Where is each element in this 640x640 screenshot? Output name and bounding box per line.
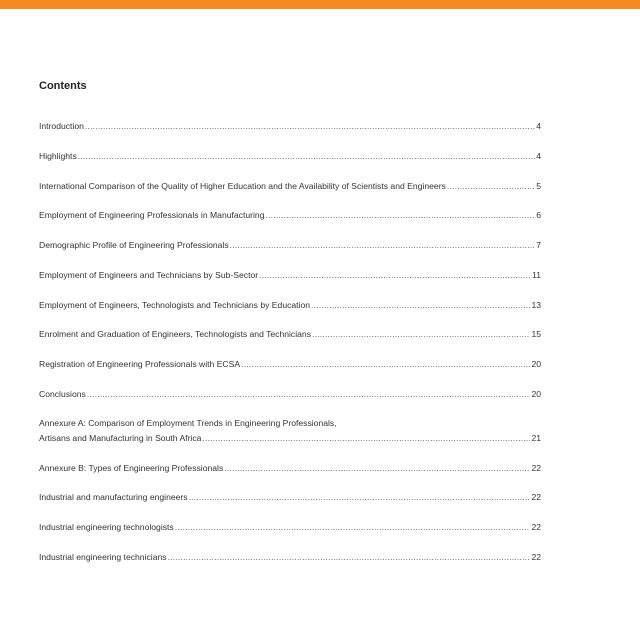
toc-entry-title: Registration of Engineering Professionals with ECSA (39, 359, 241, 369)
toc-page-number: 4 (536, 121, 541, 131)
toc-dot-leader (85, 119, 535, 133)
toc-page-number: 20 (531, 359, 541, 369)
toc-entry-title: Annexure B: Types of Engineering Professionals (39, 463, 224, 473)
toc-page-number: 20 (531, 389, 541, 399)
toc-dot-leader (224, 461, 530, 475)
toc-entry-title: Highlights (39, 151, 77, 161)
toc-entry-international-comparison[interactable] (39, 179, 541, 193)
toc-entry-employment-sub-sector[interactable] (39, 268, 541, 282)
toc-dot-leader (259, 268, 531, 282)
toc-dot-leader (311, 298, 530, 312)
top-accent-bar (0, 0, 640, 9)
toc-page-number: 6 (536, 210, 541, 220)
toc-entry-industrial-engineering-technicians[interactable] (39, 550, 541, 564)
toc-entry-employment-manufacturing[interactable] (39, 208, 541, 222)
toc-dot-leader (175, 520, 531, 534)
toc-entry-conclusions[interactable] (39, 387, 541, 401)
toc-entry-title: Industrial engineering technicians (39, 552, 167, 562)
toc-dot-leader (447, 179, 535, 193)
toc-entry-introduction[interactable] (39, 119, 541, 133)
toc-entry-highlights[interactable] (39, 149, 541, 163)
contents-heading: Contents (39, 80, 87, 92)
toc-page-number: 22 (531, 492, 541, 502)
toc-dot-leader (312, 327, 530, 341)
toc-dot-leader (78, 149, 535, 163)
toc-page-number: 22 (531, 463, 541, 473)
toc-entry-annexure-b[interactable] (39, 461, 541, 475)
toc-dot-leader (168, 550, 531, 564)
toc-page-number: 13 (531, 300, 541, 310)
toc-entry-title: Conclusions (39, 389, 86, 399)
toc-page-number: 21 (531, 433, 541, 443)
toc-dot-leader (230, 238, 536, 252)
toc-entry-title: Artisans and Manufacturing in South Africa (39, 433, 202, 443)
toc-page-number: 4 (536, 151, 541, 161)
toc-entry-industrial-manufacturing-engineers[interactable] (39, 490, 541, 504)
toc-entry-title: International Comparison of the Quality of Higher Education and the Availability of Scientists and Engineers (39, 181, 446, 191)
toc-dot-leader (241, 357, 530, 371)
toc-entry-employment-education[interactable] (39, 298, 541, 312)
toc-entry-enrolment-graduation[interactable] (39, 327, 541, 341)
toc-entry-demographic-profile[interactable] (39, 238, 541, 252)
toc-entry-title: Industrial engineering technologists (39, 522, 174, 532)
toc-page-number: 22 (531, 552, 541, 562)
toc-page-number: 5 (536, 181, 541, 191)
toc-entry-annexure-a[interactable] (39, 416, 541, 445)
toc-page-number: 15 (531, 329, 541, 339)
toc-page-number: 7 (536, 240, 541, 250)
toc-entry-title: Enrolment and Graduation of Engineers, Technologists and Technicians (39, 329, 311, 339)
toc-dot-leader (87, 387, 531, 401)
toc-entry-title: Employment of Engineering Professionals in Manufacturing (39, 210, 265, 220)
toc-entry-title-line1: Annexure A: Comparison of Employment Trends in Engineering Professionals, (39, 418, 337, 428)
toc-entry-title: Introduction (39, 121, 84, 131)
toc-dot-leader (202, 431, 530, 445)
toc-entry-title: Industrial and manufacturing engineers (39, 492, 188, 502)
toc-entry-registration-ecsa[interactable] (39, 357, 541, 371)
toc-entry-industrial-engineering-technologists[interactable] (39, 520, 541, 534)
toc-entry-title: Employment of Engineers and Technicians by Sub-Sector (39, 270, 259, 280)
toc-entry-title: Demographic Profile of Engineering Professionals (39, 240, 229, 250)
toc-dot-leader (265, 208, 535, 222)
toc-dot-leader (189, 490, 531, 504)
toc-entry-title: Employment of Engineers, Technologists and Technicians by Education (39, 300, 311, 310)
toc-page-number: 22 (531, 522, 541, 532)
toc-page-number: 11 (532, 270, 541, 280)
